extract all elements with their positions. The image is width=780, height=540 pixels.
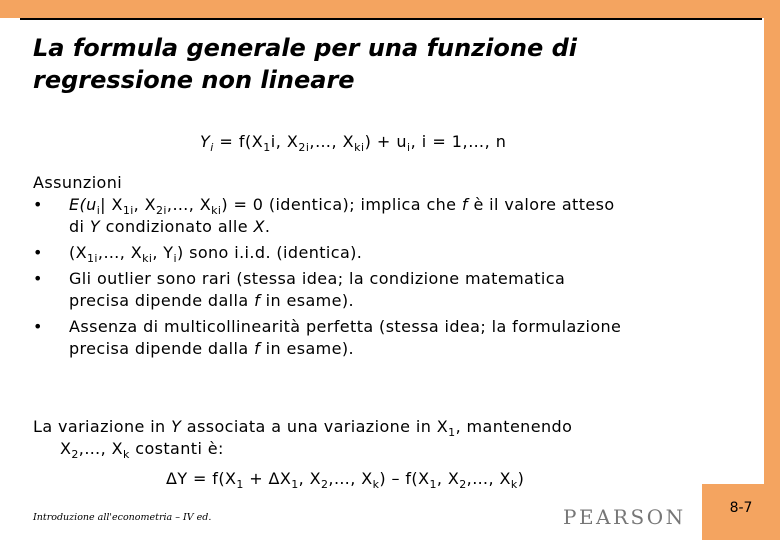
slide-title-line-1: La formula generale per una funzione di	[33, 34, 577, 62]
footer-source: Introduzione all'econometria – IV ed.	[33, 512, 212, 523]
publisher-logo: PEARSON	[563, 505, 686, 529]
delta-y-formula: $\Delta Y = f(X_1 + \Delta X_1$, $X_2,\dots$, $X_k) - f(X_1$, $X_2,\dots$, $X_k$)	[166, 469, 525, 492]
slide-title-line-2: regressione non lineare	[33, 66, 355, 94]
assumptions-heading: Assunzioni	[33, 173, 123, 192]
right-accent-bar	[764, 0, 780, 540]
left-accent-corner	[0, 0, 6, 18]
header-rule	[20, 18, 762, 20]
assumptions-section	[33, 172, 753, 364]
assumption-3: • Gli outlier sono rari (stessa idea; la condizione matematica precisa dipende dalla f in esame).	[33, 268, 753, 312]
variation-paragraph: La variazione in Y associata a una variazione in $X_1$, mantenendo $X_2,\dots$, $X_k$ costanti è:	[33, 417, 573, 462]
assumption-4: • Assenza di multicollinearità perfetta (stessa idea; la formulazione precisa dipende dalla f in esame).	[33, 316, 753, 360]
bullet-icon	[33, 268, 43, 290]
top-accent-bar	[0, 0, 780, 18]
bullet-icon	[33, 194, 43, 216]
assumption-2: • ($X_{1i},\dots$, $X_{ki}$, $Y_i$) sono i.i.d. (identica).	[33, 242, 753, 264]
bullet-icon	[33, 316, 43, 338]
regression-model-formula: $Y_i = f(X_1i$, $X_{2i},\dots$, $X_{ki}) + u_i$, i = 1,…, n	[200, 132, 507, 155]
assumption-1: • $E(u_i|$ $X_{1i}$, $X_{2i},\dots$, $X_{ki}) = 0$ (identica); implica che f è il valore atteso di Y condizionato alle X.	[33, 194, 753, 238]
page-number: 8-7	[729, 500, 753, 516]
bullet-icon	[33, 242, 43, 264]
slide-title	[33, 32, 733, 96]
assumptions-list	[33, 194, 753, 360]
